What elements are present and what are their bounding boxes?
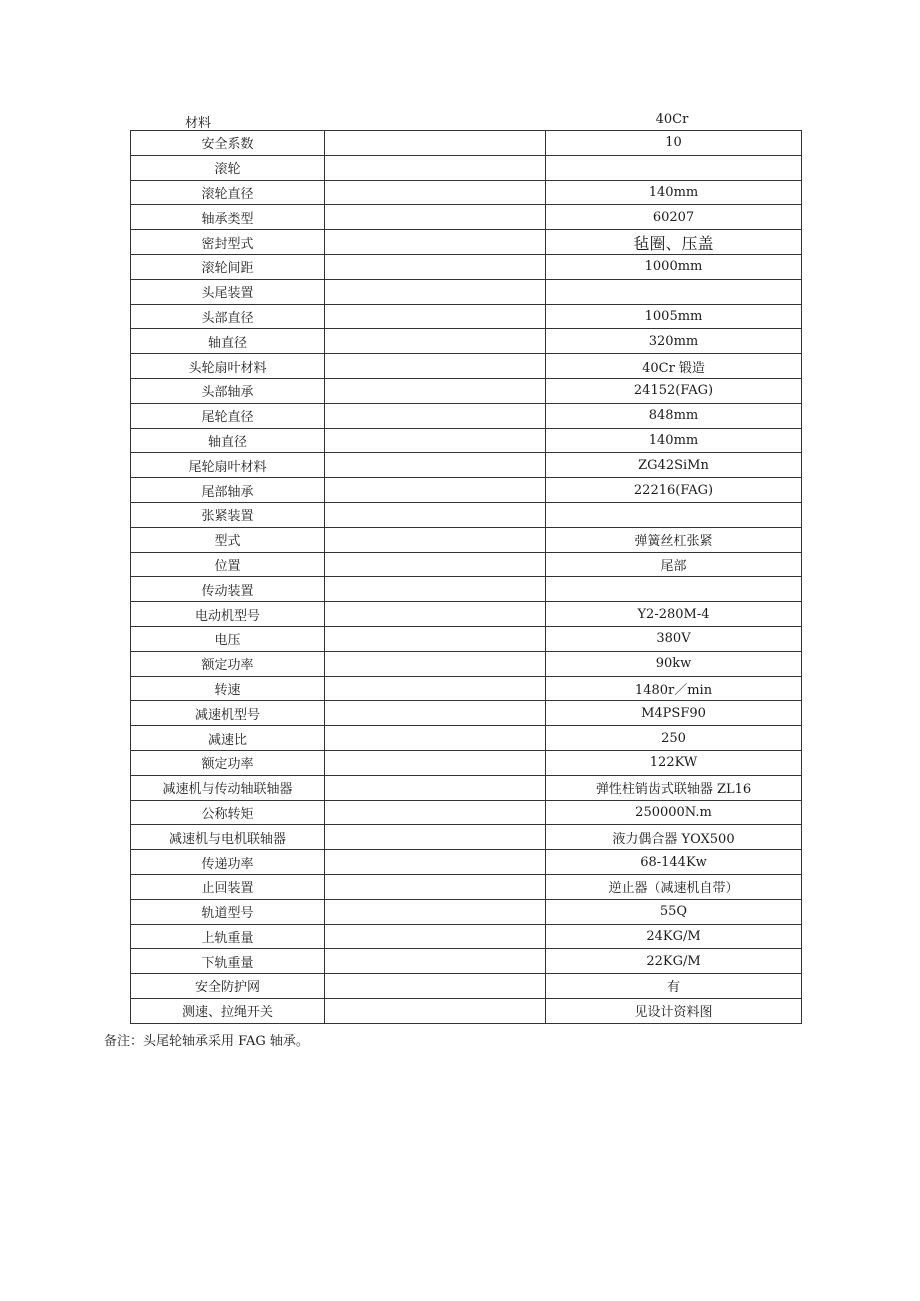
row-value: 弹性柱销齿式联轴器 ZL16	[546, 775, 802, 800]
row-mid	[325, 453, 546, 478]
row-mid	[325, 775, 546, 800]
header-label: 材料	[185, 116, 212, 131]
row-value: 140mm	[546, 180, 802, 205]
row-mid	[325, 998, 546, 1023]
row-value: 320mm	[546, 329, 802, 354]
row-label: 上轨重量	[131, 924, 325, 949]
table-row	[131, 527, 802, 552]
row-label: 止回装置	[131, 874, 325, 899]
row-label: 额定功率	[131, 750, 325, 775]
row-mid	[325, 874, 546, 899]
row-mid	[325, 651, 546, 676]
row-label: 减速机型号	[131, 701, 325, 726]
row-value: ZG42SiMn	[546, 453, 802, 478]
table-row	[131, 378, 802, 403]
row-mid	[325, 701, 546, 726]
table-row	[131, 354, 802, 379]
row-label: 轴承类型	[131, 205, 325, 230]
header-value: 40Cr	[655, 112, 689, 127]
spec-table-body	[131, 131, 802, 1024]
row-value: 弹簧丝杠张紧	[546, 527, 802, 552]
row-mid	[325, 949, 546, 974]
table-row	[131, 279, 802, 304]
table-row	[131, 726, 802, 751]
row-value: 250000N.m	[546, 800, 802, 825]
row-value: Y2-280M-4	[546, 602, 802, 627]
row-label: 头部直径	[131, 304, 325, 329]
row-mid	[325, 552, 546, 577]
row-value: 380V	[546, 626, 802, 651]
row-mid	[325, 527, 546, 552]
row-mid	[325, 428, 546, 453]
row-label: 密封型式	[131, 230, 325, 255]
row-label: 滚轮间距	[131, 254, 325, 279]
row-value: 848mm	[546, 403, 802, 428]
row-mid	[325, 329, 546, 354]
row-label: 减速机与电机联轴器	[131, 825, 325, 850]
row-label: 下轨重量	[131, 949, 325, 974]
table-row	[131, 205, 802, 230]
row-value: 55Q	[546, 899, 802, 924]
row-value: 见设计资料图	[546, 998, 802, 1023]
row-mid	[325, 180, 546, 205]
row-label: 尾轮扇叶材料	[131, 453, 325, 478]
row-value: M4PSF90	[546, 701, 802, 726]
row-label: 转速	[131, 676, 325, 701]
row-label: 位置	[131, 552, 325, 577]
table-row	[131, 676, 802, 701]
row-mid	[325, 899, 546, 924]
row-mid	[325, 676, 546, 701]
row-label: 头尾装置	[131, 279, 325, 304]
spec-table	[130, 130, 802, 1024]
row-value: 逆止器（减速机自带）	[546, 874, 802, 899]
row-label: 电压	[131, 626, 325, 651]
row-label: 型式	[131, 527, 325, 552]
row-label: 轨道型号	[131, 899, 325, 924]
row-label: 公称转矩	[131, 800, 325, 825]
row-mid	[325, 800, 546, 825]
table-row	[131, 651, 802, 676]
row-label: 安全防护网	[131, 974, 325, 999]
table-row	[131, 899, 802, 924]
row-value: 22216(FAG)	[546, 478, 802, 503]
row-label: 张紧装置	[131, 502, 325, 527]
row-mid	[325, 279, 546, 304]
row-mid	[325, 825, 546, 850]
row-value: 1000mm	[546, 254, 802, 279]
row-mid	[325, 230, 546, 255]
table-row	[131, 502, 802, 527]
row-mid	[325, 304, 546, 329]
table-row	[131, 453, 802, 478]
row-value: 有	[546, 974, 802, 999]
table-row	[131, 180, 802, 205]
row-value: 122KW	[546, 750, 802, 775]
table-row	[131, 131, 802, 156]
table-row	[131, 254, 802, 279]
row-label: 传动装置	[131, 577, 325, 602]
row-mid	[325, 924, 546, 949]
row-value	[546, 577, 802, 602]
row-mid	[325, 155, 546, 180]
row-mid	[325, 205, 546, 230]
row-value: 40Cr 锻造	[546, 354, 802, 379]
row-value: 1005mm	[546, 304, 802, 329]
row-value: 250	[546, 726, 802, 751]
row-mid	[325, 850, 546, 875]
row-mid	[325, 354, 546, 379]
table-row	[131, 329, 802, 354]
row-label: 传递功率	[131, 850, 325, 875]
row-label: 减速比	[131, 726, 325, 751]
table-row	[131, 230, 802, 255]
row-value: 22KG/M	[546, 949, 802, 974]
table-row	[131, 800, 802, 825]
row-value: 60207	[546, 205, 802, 230]
table-row	[131, 626, 802, 651]
row-value: 液力偶合器 YOX500	[546, 825, 802, 850]
table-row	[131, 304, 802, 329]
row-mid	[325, 378, 546, 403]
row-mid	[325, 974, 546, 999]
row-label: 滚轮	[131, 155, 325, 180]
row-label: 测速、拉绳开关	[131, 998, 325, 1023]
row-mid	[325, 131, 546, 156]
row-value	[546, 502, 802, 527]
table-row	[131, 750, 802, 775]
row-mid	[325, 478, 546, 503]
header-row	[130, 110, 800, 130]
table-row	[131, 874, 802, 899]
table-row	[131, 602, 802, 627]
row-value: 毡圈、压盖	[546, 230, 802, 255]
row-value: 1480r／min	[546, 676, 802, 701]
row-value: 90kw	[546, 651, 802, 676]
row-mid	[325, 403, 546, 428]
table-row	[131, 577, 802, 602]
table-row	[131, 552, 802, 577]
table-row	[131, 924, 802, 949]
row-mid	[325, 602, 546, 627]
row-value: 140mm	[546, 428, 802, 453]
row-label: 滚轮直径	[131, 180, 325, 205]
row-label: 尾部轴承	[131, 478, 325, 503]
row-label: 安全系数	[131, 131, 325, 156]
row-mid	[325, 626, 546, 651]
row-mid	[325, 502, 546, 527]
row-label: 轴直径	[131, 428, 325, 453]
table-row	[131, 428, 802, 453]
row-mid	[325, 254, 546, 279]
row-label: 额定功率	[131, 651, 325, 676]
table-row	[131, 403, 802, 428]
row-value: 24152(FAG)	[546, 378, 802, 403]
row-label: 头部轴承	[131, 378, 325, 403]
row-value: 10	[546, 131, 802, 156]
table-row	[131, 775, 802, 800]
row-label: 轴直径	[131, 329, 325, 354]
row-mid	[325, 726, 546, 751]
row-value	[546, 279, 802, 304]
row-label: 电动机型号	[131, 602, 325, 627]
row-label: 减速机与传动轴联轴器	[131, 775, 325, 800]
table-row	[131, 850, 802, 875]
table-row	[131, 974, 802, 999]
row-label: 尾轮直径	[131, 403, 325, 428]
table-row	[131, 998, 802, 1023]
table-row	[131, 155, 802, 180]
table-row	[131, 949, 802, 974]
row-value	[546, 155, 802, 180]
row-mid	[325, 577, 546, 602]
table-row	[131, 825, 802, 850]
table-row	[131, 701, 802, 726]
row-label: 头轮扇叶材料	[131, 354, 325, 379]
table-row	[131, 478, 802, 503]
row-value: 24KG/M	[546, 924, 802, 949]
row-value: 68-144Kw	[546, 850, 802, 875]
row-value: 尾部	[546, 552, 802, 577]
note: 备注：头尾轮轴承采用 FAG 轴承。	[104, 1034, 309, 1049]
row-mid	[325, 750, 546, 775]
